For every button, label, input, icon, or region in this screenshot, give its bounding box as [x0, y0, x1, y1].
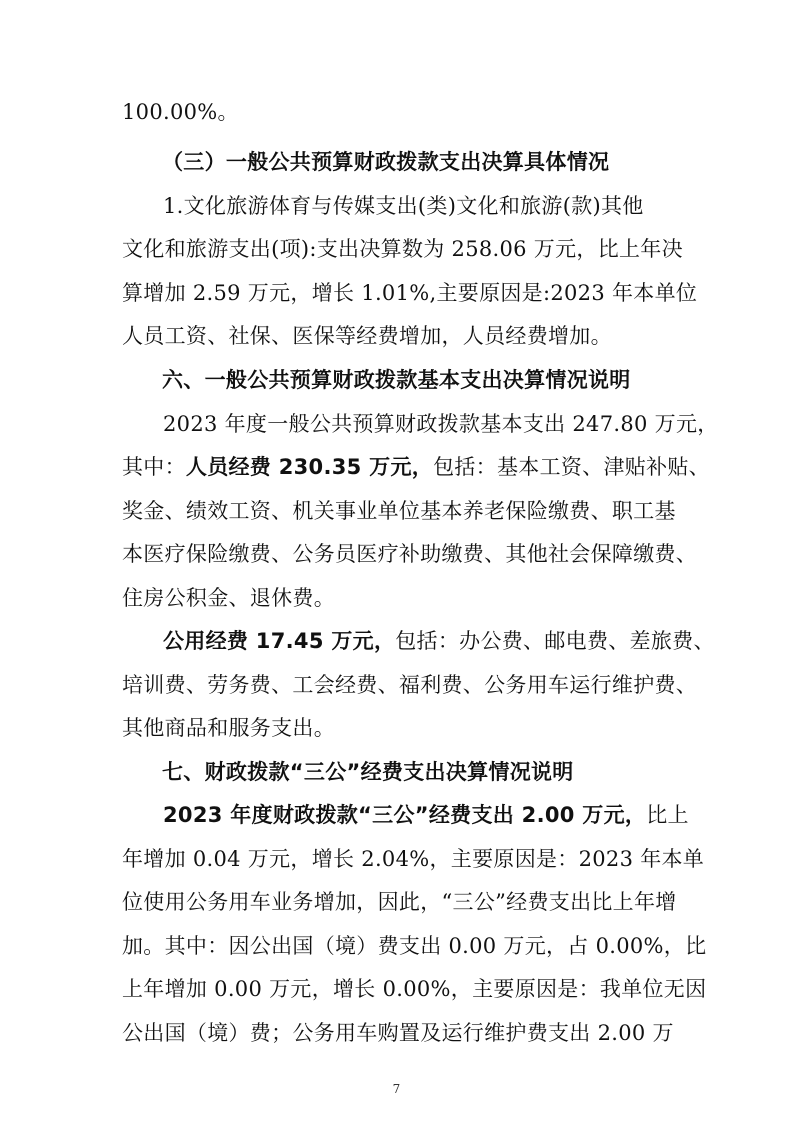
text-span: 其中：: [122, 455, 186, 479]
bold-span: 人员经费 230.35 万元，: [185, 455, 434, 479]
text-line: [163, 627, 715, 655]
page-number: 7: [392, 1082, 401, 1096]
text-line: [122, 453, 710, 481]
text-line: 加。其中：因公出国（境）费支出 0.00 万元，占 0.00%，比: [122, 934, 707, 958]
text-line: 算增加 2.59 万元，增长 1.01%,主要原因是:2023 年本单位: [122, 281, 698, 305]
text-line: 人员工资、社保、医保等经费增加，人员经费增加。: [122, 324, 612, 348]
text-line: 奖金、绩效工资、机关事业单位基本养老保险缴费、职工基: [122, 499, 676, 523]
text-line: 年增加 0.04 万元，增长 2.04%，主要原因是：2023 年本单: [122, 847, 705, 871]
section-heading: （三）一般公共预算财政拨款支出决算具体情况: [162, 150, 610, 174]
text-span: 比上: [646, 803, 689, 827]
text-line: 100.00%。: [122, 100, 239, 124]
text-line: 住房公积金、退休费。: [122, 586, 335, 610]
text-line: [163, 801, 689, 829]
text-line: 其他商品和服务支出。: [122, 716, 335, 740]
text-line: 位使用公务用车业务增加，因此，“三公”经费支出比上年增: [122, 890, 677, 914]
text-line: 文化和旅游支出(项):支出决算数为 258.06 万元，比上年决: [122, 237, 683, 261]
section-heading: 七、财政拨款“三公”经费支出决算情况说明: [162, 760, 574, 784]
bold-span: 公用经费 17.45 万元，: [163, 629, 396, 653]
text-line: 公出国（境）费；公务用车购置及运行维护费支出 2.00 万: [122, 1021, 674, 1045]
text-line: 1.文化旅游体育与传媒支出(类)文化和旅游(款)其他: [163, 194, 644, 218]
section-heading: 六、一般公共预算财政拨款基本支出决算情况说明: [162, 368, 631, 392]
text-line: 上年增加 0.00 万元，增长 0.00%，主要原因是：我单位无因: [122, 977, 707, 1001]
text-line: 本医疗保险缴费、公务员医疗补助缴费、其他社会保障缴费、: [122, 542, 698, 566]
text-span: 包括：办公费、邮电费、差旅费、: [395, 629, 715, 653]
bold-span: 2023 年度财政拨款“三公”经费支出 2.00 万元，: [163, 803, 647, 827]
text-line: 2023 年度一般公共预算财政拨款基本支出 247.80 万元，: [163, 412, 719, 436]
text-line: 培训费、劳务费、工会经费、福利费、公务用车运行维护费、: [122, 673, 698, 697]
text-span: 包括：基本工资、津贴补贴、: [433, 455, 710, 479]
